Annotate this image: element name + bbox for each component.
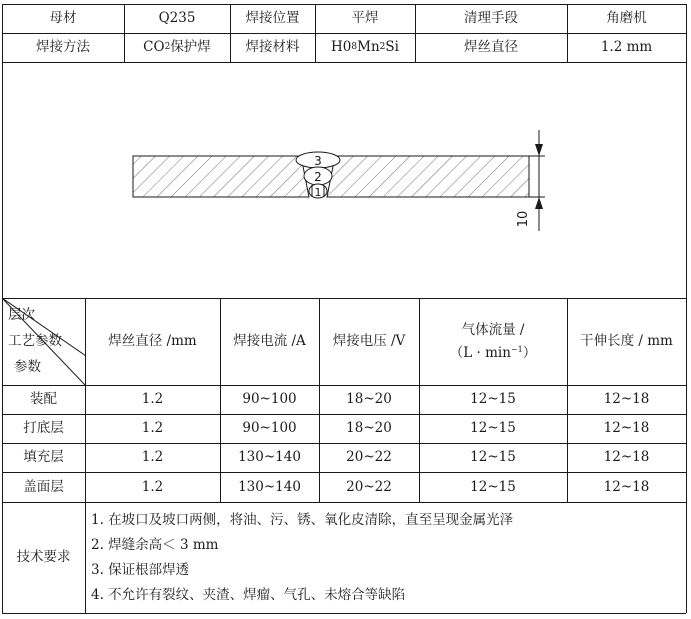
requirement-item: 3. 保证根部焊透 [91,562,190,578]
method-label: 焊接方法 [36,39,90,56]
table-cell-current: 90~100 [242,391,297,408]
wire-dia-label: 焊丝直径 [464,39,518,56]
method-value-pre: CO [143,39,165,56]
cleaning-label: 清理手段 [464,10,518,27]
table-cell-wire: 1.2 [141,449,164,466]
fill-pass-label: 2 [314,170,322,184]
left-plate [133,156,309,197]
method-value-sub: 2 [164,41,171,52]
table-cell-stickout: 12~18 [603,449,650,466]
material-part: Si [385,39,399,56]
table-cell-gas: 12~15 [470,420,516,437]
position-value: 平焊 [351,10,379,27]
material-label: 焊接材料 [245,39,300,56]
table-cell-current: 130~140 [238,478,301,495]
material-sub: 8 [351,41,358,52]
corner-process-params: 工艺参数 [8,332,62,349]
col-voltage-header: 焊接电压 /V [332,333,406,350]
cleaning-value: 角磨机 [606,10,647,27]
material-sub: 2 [379,41,386,52]
table-cell-voltage: 18~20 [346,420,392,437]
table-cell-wire: 1.2 [141,420,164,437]
table-cell-wire: 1.2 [141,391,164,408]
requirements-label: 技术要求 [16,549,71,566]
thickness-label: 10 [516,210,531,228]
table-row-layer: 填充层 [23,449,64,466]
base-material-value: Q235 [158,10,196,27]
cap-pass-label: 3 [314,154,322,168]
material-part: H0 [331,39,352,56]
table-cell-voltage: 18~20 [346,391,392,408]
table-cell-wire: 1.2 [141,478,164,495]
corner-params: 参数 [14,358,41,375]
table-cell-gas: 12~15 [470,391,516,408]
col-gas-header [419,298,567,385]
table-cell-current: 130~140 [238,449,301,466]
table-border-bottom [2,613,686,614]
table-rule [2,502,686,503]
col-gas-line1: 气体流量 / [461,321,525,338]
table-cell-gas: 12~15 [470,449,516,466]
table-row-layer: 盖面层 [23,478,64,495]
table-cell-voltage: 20~22 [346,449,392,466]
table-cell-stickout: 12~18 [603,478,650,495]
table-cell-gas: 12~15 [470,478,516,495]
base-material-label: 母材 [49,10,77,27]
table-cell-current: 90~100 [242,420,297,437]
method-value-post: 保护焊 [170,39,211,56]
dimension-arrow [535,197,543,209]
root-pass-label: 1 [314,186,322,199]
table-cell-voltage: 20~22 [346,478,392,495]
joint-diagram [0,0,691,300]
table-cell-stickout: 12~18 [603,420,650,437]
table-row-layer: 打底层 [23,420,64,437]
table-cell-stickout: 12~18 [603,391,650,408]
requirement-item: 2. 焊缝余高＜ 3 mm [91,537,219,553]
requirement-item: 4. 不允许有裂纹、夹渣、焊瘤、气孔、未熔合等缺陷 [91,587,406,603]
requirements-list [91,508,686,608]
wire-dia-value: 1.2 mm [600,39,653,56]
right-plate [327,156,529,197]
material-part: Mn [357,39,380,56]
table-row-layer: 装配 [30,391,57,408]
requirement-item: 1. 在坡口及坡口两侧，将油、污、锈、氧化皮清除，直至呈现金属光泽 [91,512,514,528]
dimension-arrow [535,144,543,156]
corner-layer: 层次 [8,306,35,323]
position-label: 焊接位置 [245,10,300,27]
col-stickout-header: 干伸长度 / mm [580,333,673,350]
col-current-header: 焊接电流 /A [233,333,306,350]
col-wire-header: 焊丝直径 /mm [108,333,197,350]
col-gas-line2: $(L \cdot \min^{-1})$ [449,344,537,361]
